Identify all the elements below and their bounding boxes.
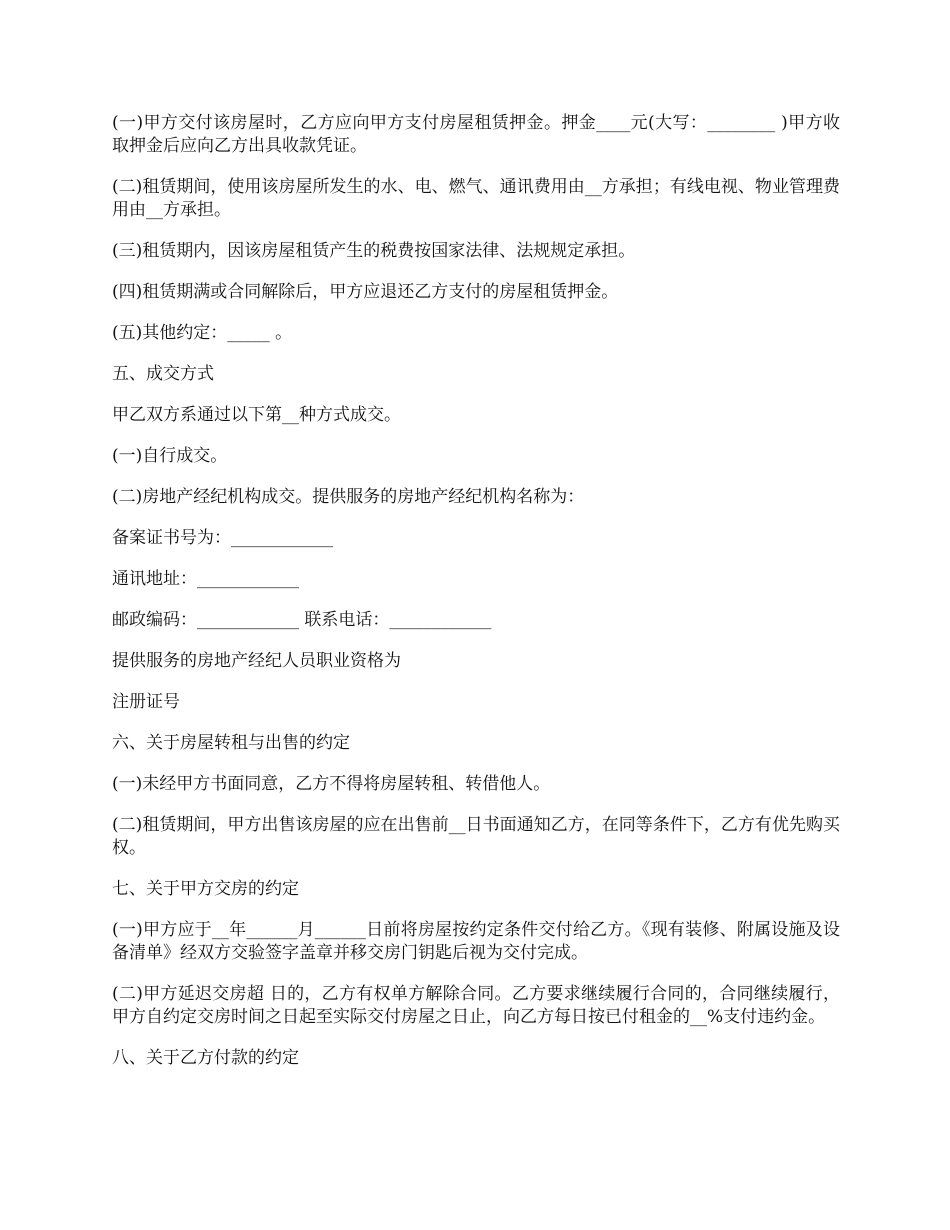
- document-page: [112, 112, 840, 1088]
- clause-no-sublease: (一)未经甲方书面同意，乙方不得将房屋转租、转借他人。: [112, 774, 551, 794]
- field-agent-qualification: 提供服务的房地产经纪人员职业资格为: [112, 651, 401, 671]
- section-heading-handover: 七、关于甲方交房的约定: [112, 879, 299, 899]
- clause-taxes: (三)租赁期内，因该房屋租赁产生的税费按国家法律、法规规定承担。: [112, 241, 636, 261]
- section-heading-payment: 八、关于乙方付款的约定: [112, 1048, 299, 1068]
- clause-utility-fees: (二)租赁期间，使用该房屋所发生的水、电、燃气、通讯费用由__方承担；有线电视、物业管理费用由__方承担。: [112, 177, 840, 220]
- field-address: 通讯地址：____________: [112, 569, 299, 589]
- clause-handover-date: (一)甲方应于__年______月______日前将房屋按约定条件交付给乙方。《现有装修、附属设施及设备清单》经双方交验签字盖章并移交房门钥匙后视为交付完成。: [112, 920, 840, 963]
- clause-agency-transaction: (二)房地产经纪机构成交。提供服务的房地产经纪机构名称为：: [112, 487, 585, 507]
- field-registration-cert: 注册证号: [112, 692, 180, 712]
- clause-deposit: (一)甲方交付该房屋时，乙方应向甲方支付房屋租赁押金。押金____元(大写：________ )甲方收取押金后应向乙方出具收款凭证。: [112, 113, 840, 156]
- transaction-method-statement: 甲乙双方系通过以下第__种方式成交。: [112, 405, 401, 425]
- section-heading-sublease-sale: 六、关于房屋转租与出售的约定: [112, 733, 350, 753]
- field-postcode-phone: 邮政编码：____________ 联系电话：____________: [112, 610, 492, 630]
- field-registration-number: 备案证书号为：____________: [112, 528, 333, 548]
- clause-other-agreement: (五)其他约定：_____ 。: [112, 323, 293, 343]
- clause-deposit-refund: (四)租赁期满或合同解除后，甲方应退还乙方支付的房屋租赁押金。: [112, 282, 619, 302]
- section-heading-transaction-method: 五、成交方式: [112, 364, 214, 384]
- clause-sale-notice: (二)租赁期间，甲方出售该房屋的应在出售前__日书面通知乙方，在同等条件下，乙方有优先购买权。: [112, 815, 840, 858]
- clause-self-transaction: (一)自行成交。: [112, 446, 228, 466]
- clause-late-handover: (二)甲方延迟交房超 日的，乙方有权单方解除合同。乙方要求继续履行合同的，合同继续履行，甲方自约定交房时间之日起至实际交付房屋之日止，向乙方每日按已付租金的__%支付违约金。: [112, 984, 840, 1027]
